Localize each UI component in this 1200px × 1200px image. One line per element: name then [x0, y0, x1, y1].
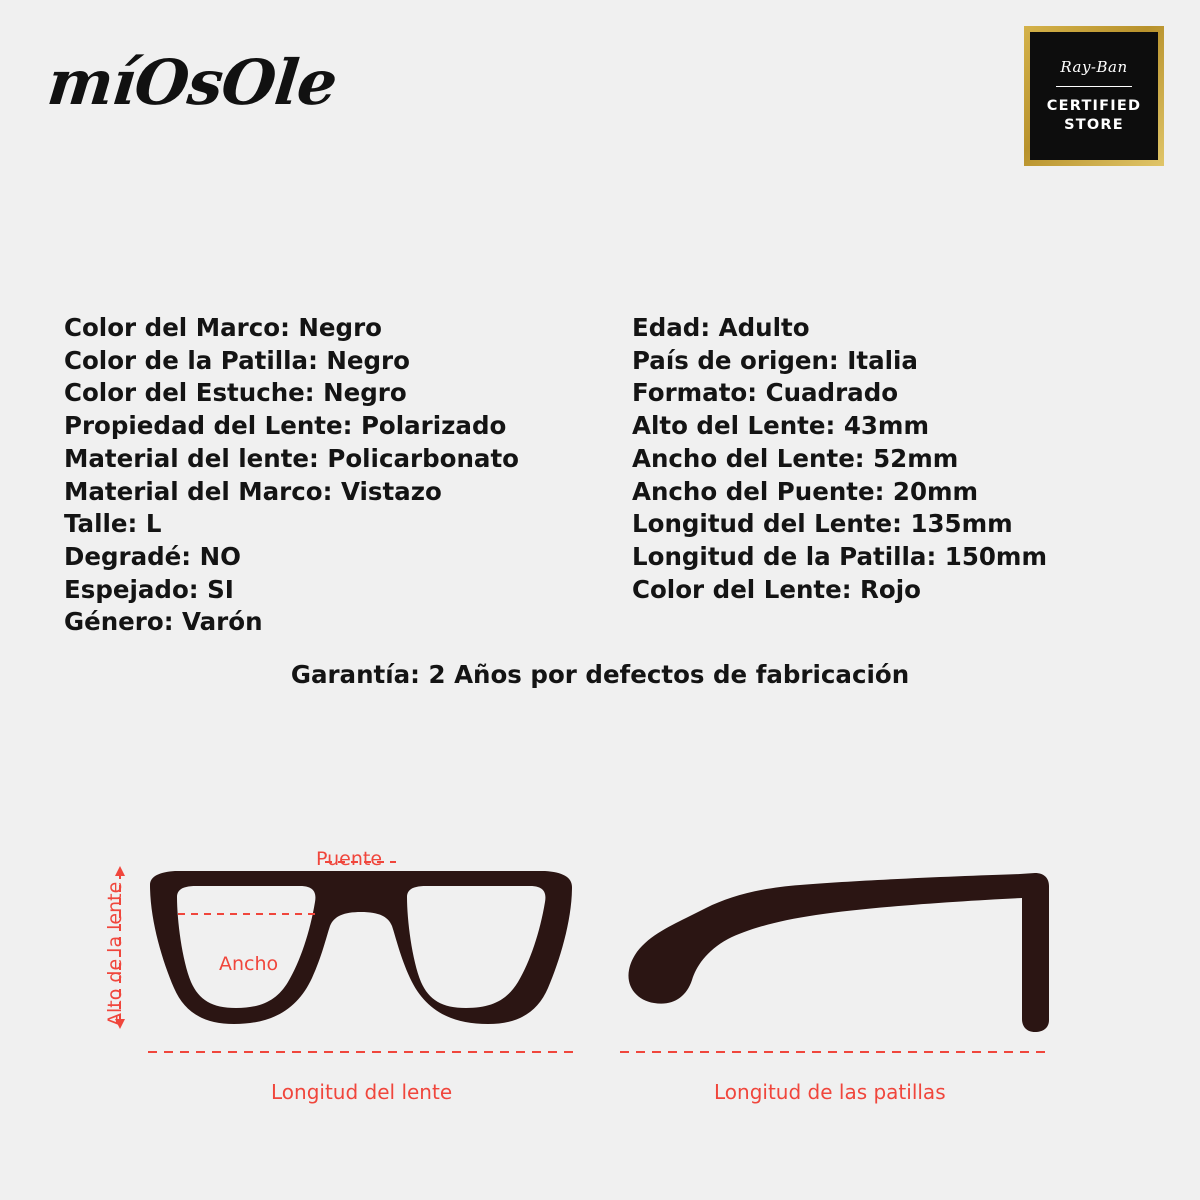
spec-item: Color del Marco: Negro — [64, 313, 382, 342]
caption-lens-length: Longitud del lente — [271, 1080, 453, 1104]
spec-item: Edad: Adulto — [632, 313, 810, 342]
badge-certified-label — [1047, 97, 1141, 133]
spec-item: Material del lente: Policarbonato — [64, 443, 519, 473]
spec-item: Material del Marco: Vistazo — [64, 476, 442, 506]
label-bridge: Puente — [316, 848, 383, 870]
spec-item: Longitud del Lente: 135mm — [632, 509, 1013, 539]
certified-store-badge — [1024, 26, 1164, 166]
spec-item: Color del Lente: Rojo — [632, 574, 921, 604]
spec-item: Propiedad del Lente: Polarizado — [64, 411, 507, 441]
spec-item: Ancho del Lente: 52mm — [632, 443, 959, 473]
spec-column-left — [64, 312, 519, 639]
spec-item: Talle: L — [64, 509, 162, 539]
rayban-logo: Ray-Ban — [1060, 58, 1128, 77]
spec-item: Género: Varón — [64, 607, 263, 637]
brand-logo: míOsOle — [44, 46, 340, 119]
label-width: Ancho — [219, 953, 279, 975]
spec-item: Color de la Patilla: Negro — [64, 345, 410, 375]
caption-temple-length: Longitud de las patillas — [714, 1080, 946, 1104]
warranty-text: Garantía: 2 Años por defectos de fabricación — [290, 660, 910, 689]
glasses-side-icon — [628, 873, 1049, 1032]
badge-certified-line1: CERTIFIED — [1046, 98, 1142, 115]
spec-item: Formato: Cuadrado — [632, 378, 899, 408]
badge-certified-line2: STORE — [1064, 116, 1124, 133]
spec-item: Alto del Lente: 43mm — [632, 411, 929, 441]
badge-divider — [1056, 86, 1132, 87]
spec-column-right — [632, 312, 1047, 606]
certified-store-badge-inner — [1030, 32, 1158, 160]
spec-item: Espejado: SI — [64, 574, 234, 604]
spec-item: Longitud de la Patilla: 150mm — [632, 541, 1047, 571]
spec-item: País de origen: Italia — [632, 345, 918, 375]
diagram-graphics — [0, 810, 1200, 1140]
measurement-diagram — [0, 810, 1200, 1140]
label-height: Alto de la lente — [104, 881, 126, 1026]
glasses-front-icon — [150, 871, 572, 1024]
spec-item: Color del Estuche: Negro — [64, 378, 407, 408]
spec-item: Ancho del Puente: 20mm — [632, 476, 979, 506]
spec-item: Degradé: NO — [64, 541, 241, 571]
